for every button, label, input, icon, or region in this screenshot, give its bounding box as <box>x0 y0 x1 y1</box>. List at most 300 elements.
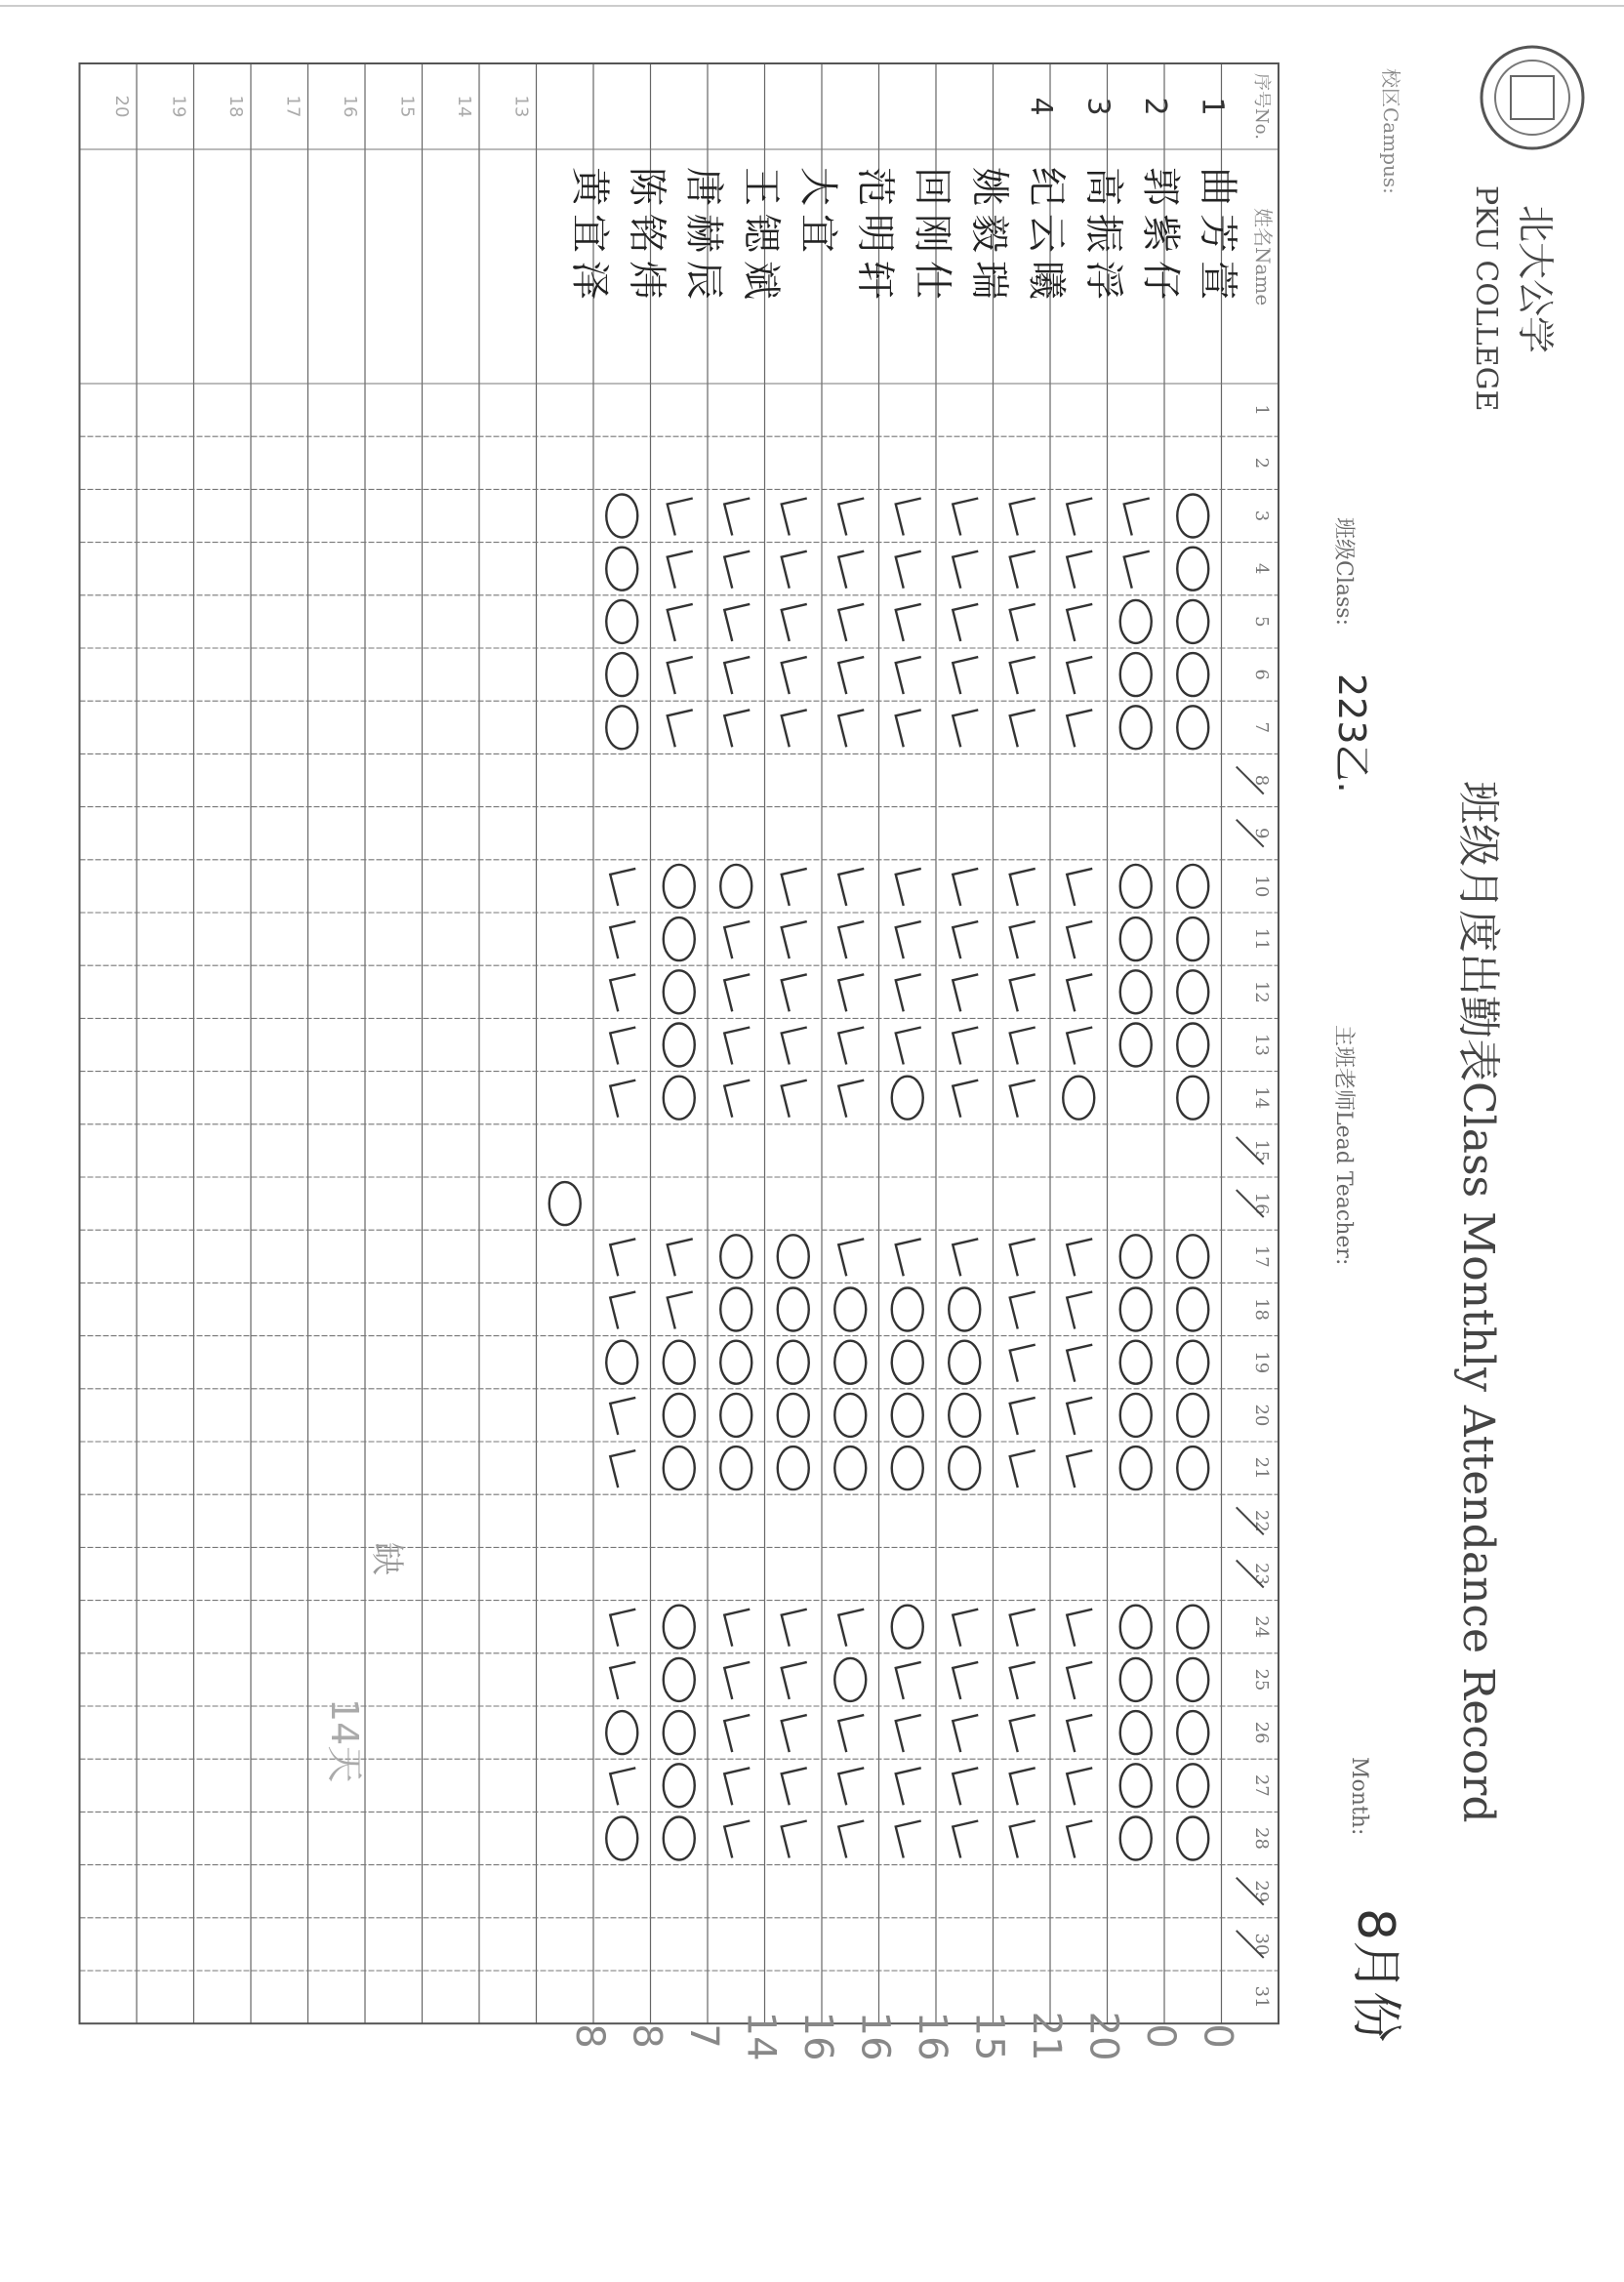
absent-mark <box>606 706 637 749</box>
absent-mark <box>892 1394 923 1437</box>
present-mark <box>953 1768 978 1805</box>
campus-label: 校区Campus: <box>1379 68 1402 194</box>
absent-mark <box>1177 600 1208 643</box>
row-number: 4 <box>1023 97 1058 116</box>
present-mark <box>1010 1080 1035 1118</box>
absent-mark <box>720 1235 751 1278</box>
present-mark <box>953 1662 978 1699</box>
present-mark <box>953 1821 978 1858</box>
present-mark <box>896 1715 921 1752</box>
row-total: 20 <box>1080 2011 1126 2061</box>
blank-row-number: 13 <box>510 95 532 118</box>
absent-mark <box>1177 1077 1208 1120</box>
present-mark <box>610 1292 635 1329</box>
day-header: 30 <box>1250 1933 1272 1956</box>
present-mark <box>610 921 635 958</box>
present-mark <box>782 1768 807 1805</box>
no-header: 序号No. <box>1250 73 1272 140</box>
absent-mark <box>1120 1817 1152 1860</box>
absent-mark <box>664 1394 695 1437</box>
day-header: 11 <box>1250 927 1272 951</box>
seal-icon <box>1482 47 1583 148</box>
present-mark <box>724 604 750 641</box>
day-header: 3 <box>1250 509 1272 522</box>
present-mark <box>1067 710 1092 747</box>
day-header: 16 <box>1250 1192 1272 1215</box>
present-mark <box>782 1662 807 1699</box>
present-mark <box>838 1239 864 1276</box>
absent-mark <box>1177 1658 1208 1701</box>
logo <box>1482 47 1583 148</box>
present-mark <box>610 1080 635 1118</box>
present-mark <box>724 710 750 747</box>
present-mark <box>1067 657 1092 694</box>
absent-mark <box>1120 653 1152 696</box>
present-mark <box>1010 1345 1035 1382</box>
present-mark <box>953 869 978 906</box>
absent-mark <box>1177 1817 1208 1860</box>
absent-mark <box>778 1235 809 1278</box>
row-total: 8 <box>566 2023 612 2049</box>
present-mark <box>1010 1821 1035 1858</box>
absent-mark <box>1177 1341 1208 1384</box>
absent-mark <box>664 1024 695 1067</box>
blank-row-number: 17 <box>282 95 304 118</box>
present-mark <box>724 1715 750 1752</box>
absent-mark <box>834 1288 866 1331</box>
present-mark <box>953 604 978 641</box>
present-mark <box>724 1610 750 1647</box>
absent-mark <box>664 970 695 1013</box>
blank-row-number: 19 <box>168 95 189 118</box>
absent-mark <box>549 1182 581 1225</box>
present-mark <box>1010 1239 1035 1276</box>
present-mark <box>953 1080 978 1118</box>
present-mark <box>668 657 693 694</box>
absent-mark <box>1120 1288 1152 1331</box>
day-header: 4 <box>1250 562 1272 575</box>
present-mark <box>1124 551 1150 589</box>
present-mark <box>1067 1821 1092 1858</box>
seal-inner-ring <box>1495 61 1569 135</box>
absent-mark <box>1120 1764 1152 1807</box>
present-mark <box>896 1028 921 1065</box>
present-mark <box>668 1292 693 1329</box>
absent-mark <box>1177 1711 1208 1754</box>
present-mark <box>1067 1028 1092 1065</box>
absent-mark <box>949 1288 980 1331</box>
present-mark <box>1010 1292 1035 1329</box>
absent-mark <box>892 1077 923 1120</box>
day-header: 1 <box>1250 404 1272 416</box>
attendance-totals <box>567 2012 1240 2061</box>
student-name: 纪云曦 <box>1023 167 1069 307</box>
absent-mark <box>1120 1235 1152 1278</box>
row-number: 2 <box>1137 97 1172 116</box>
present-mark <box>1010 1028 1035 1065</box>
present-mark <box>782 1715 807 1752</box>
present-mark <box>1010 1610 1035 1647</box>
present-mark <box>1010 1715 1035 1752</box>
present-mark <box>724 974 750 1011</box>
student-name: 郭紫仔 <box>1137 167 1183 307</box>
attendance-grid <box>80 63 1279 2023</box>
absent-mark <box>834 1658 866 1701</box>
absent-mark <box>1177 1288 1208 1331</box>
present-mark <box>668 710 693 747</box>
class-label: 班级Class: <box>1331 517 1356 626</box>
absent-mark <box>1120 1447 1152 1489</box>
present-mark <box>668 604 693 641</box>
absent-mark <box>664 1077 695 1120</box>
present-mark <box>953 1610 978 1647</box>
absent-mark <box>664 1817 695 1860</box>
absent-mark <box>1120 865 1152 908</box>
absent-mark <box>892 1341 923 1384</box>
present-mark <box>896 1821 921 1858</box>
present-mark <box>838 657 864 694</box>
absent-mark <box>834 1394 866 1437</box>
absent-mark <box>720 1288 751 1331</box>
row-total: 16 <box>909 2011 954 2061</box>
student-name: 姚毅瑞 <box>966 167 1012 307</box>
present-mark <box>896 499 921 536</box>
absent-mark <box>664 917 695 960</box>
day-header: 8 <box>1250 774 1272 787</box>
present-mark <box>724 1821 750 1858</box>
row-total: 0 <box>1137 2023 1183 2049</box>
student-name: 曲芳萱 <box>1195 167 1240 307</box>
class-value: 223乙. <box>1330 673 1373 794</box>
present-mark <box>1067 921 1092 958</box>
present-mark <box>896 869 921 906</box>
present-mark <box>1124 499 1150 536</box>
present-mark <box>668 1239 693 1276</box>
present-mark <box>610 869 635 906</box>
absent-mark <box>1120 1606 1152 1649</box>
present-mark <box>838 1028 864 1065</box>
day-header: 15 <box>1250 1139 1272 1162</box>
blank-row-number: 18 <box>224 95 246 118</box>
present-mark <box>610 1610 635 1647</box>
present-mark <box>1010 551 1035 589</box>
day-header: 27 <box>1250 1773 1272 1797</box>
present-mark <box>668 551 693 589</box>
present-mark <box>610 1398 635 1435</box>
absent-mark <box>1177 1024 1208 1067</box>
row-total: 15 <box>966 2011 1012 2061</box>
absent-mark <box>1177 917 1208 960</box>
present-mark <box>724 1662 750 1699</box>
blank-row-number: 15 <box>396 95 418 118</box>
logo-name-en: PKU COLLEGE <box>1469 185 1503 412</box>
present-mark <box>1010 499 1035 536</box>
side-note: 14天 <box>323 1698 366 1783</box>
day-header: 28 <box>1250 1827 1272 1850</box>
present-mark <box>896 657 921 694</box>
present-mark <box>838 1821 864 1858</box>
absent-mark <box>664 1764 695 1807</box>
absent-mark <box>720 1394 751 1437</box>
present-mark <box>953 1028 978 1065</box>
present-mark <box>1067 1768 1092 1805</box>
present-mark <box>610 1768 635 1805</box>
absent-mark <box>834 1341 866 1384</box>
student-name: 唐赫辰 <box>680 167 726 307</box>
absent-mark <box>1120 706 1152 749</box>
absent-mark <box>606 548 637 591</box>
present-mark <box>896 604 921 641</box>
blank-row-number: 14 <box>453 95 474 118</box>
absent-mark <box>1177 495 1208 538</box>
absent-mark <box>778 1394 809 1437</box>
row-total: 8 <box>624 2023 670 2049</box>
day-header: 12 <box>1250 980 1272 1003</box>
day-header: 7 <box>1250 721 1272 734</box>
present-mark <box>1067 1662 1092 1699</box>
absent-mark <box>1120 917 1152 960</box>
present-mark <box>838 1080 864 1118</box>
present-mark <box>838 921 864 958</box>
day-header: 21 <box>1250 1456 1272 1480</box>
row-total: 21 <box>1023 2011 1069 2061</box>
day-header: 22 <box>1250 1509 1272 1532</box>
day-header: 18 <box>1250 1298 1272 1321</box>
absent-mark <box>606 653 637 696</box>
grid-headers <box>1237 73 1275 2009</box>
absent-mark <box>606 495 637 538</box>
present-mark <box>782 921 807 958</box>
present-mark <box>724 1768 750 1805</box>
present-mark <box>782 499 807 536</box>
absent-mark <box>1120 1024 1152 1067</box>
day-header: 10 <box>1250 875 1272 898</box>
present-mark <box>1010 1662 1035 1699</box>
present-mark <box>1067 1610 1092 1647</box>
absent-mark <box>778 1288 809 1331</box>
absent-mark <box>1120 1394 1152 1437</box>
absent-mark <box>606 1341 637 1384</box>
absent-mark <box>1177 1235 1208 1278</box>
present-mark <box>896 921 921 958</box>
absent-mark <box>949 1394 980 1437</box>
day-header: 19 <box>1250 1351 1272 1374</box>
present-mark <box>838 499 864 536</box>
present-mark <box>782 604 807 641</box>
month-value: 8月份 <box>1346 1908 1404 2043</box>
seal-emblem <box>1511 76 1554 119</box>
day-header: 29 <box>1250 1880 1272 1903</box>
absent-mark <box>1177 548 1208 591</box>
present-mark <box>896 1768 921 1805</box>
present-mark <box>953 657 978 694</box>
day-header: 31 <box>1250 1985 1272 2009</box>
present-mark <box>782 657 807 694</box>
present-mark <box>953 974 978 1011</box>
present-mark <box>1067 1345 1092 1382</box>
present-mark <box>724 551 750 589</box>
present-mark <box>1067 499 1092 536</box>
absent-mark <box>664 1447 695 1489</box>
absent-mark <box>949 1341 980 1384</box>
absent-mark <box>720 865 751 908</box>
present-mark <box>1067 869 1092 906</box>
day-header: 14 <box>1250 1086 1272 1110</box>
present-mark <box>953 921 978 958</box>
present-mark <box>953 1715 978 1752</box>
student-name: 大宜 <box>794 167 840 261</box>
absent-mark <box>720 1341 751 1384</box>
present-mark <box>896 1239 921 1276</box>
present-mark <box>896 551 921 589</box>
present-mark <box>1067 1292 1092 1329</box>
absent-mark <box>720 1447 751 1489</box>
present-mark <box>610 1450 635 1487</box>
absent-mark <box>606 1711 637 1754</box>
row-number: 1 <box>1195 97 1230 116</box>
present-mark <box>610 974 635 1011</box>
day-header: 25 <box>1250 1668 1272 1691</box>
student-name: 陈铭炜 <box>624 167 670 307</box>
present-mark <box>1067 974 1092 1011</box>
present-mark <box>782 551 807 589</box>
present-mark <box>1010 1768 1035 1805</box>
present-mark <box>610 1239 635 1276</box>
present-mark <box>782 869 807 906</box>
present-mark <box>1010 604 1035 641</box>
present-mark <box>724 921 750 958</box>
absent-mark <box>949 1447 980 1489</box>
present-mark <box>1010 710 1035 747</box>
present-mark <box>782 710 807 747</box>
absent-mark <box>1177 706 1208 749</box>
present-mark <box>953 710 978 747</box>
present-mark <box>668 499 693 536</box>
student-name: 范明轩 <box>852 167 898 307</box>
grid-border <box>80 63 1279 2023</box>
absent-mark <box>892 1606 923 1649</box>
absent-note: 缺 <box>367 1542 406 1575</box>
present-mark <box>782 1610 807 1647</box>
present-mark <box>1010 1398 1035 1435</box>
absent-mark <box>1063 1077 1094 1120</box>
absent-mark <box>1120 970 1152 1013</box>
row-total: 16 <box>852 2011 898 2061</box>
present-mark <box>838 1715 864 1752</box>
absent-mark <box>664 1658 695 1701</box>
absent-mark <box>834 1447 866 1489</box>
present-mark <box>896 974 921 1011</box>
present-mark <box>1067 551 1092 589</box>
row-total: 7 <box>680 2023 726 2049</box>
row-numbers <box>111 96 1230 118</box>
logo-name-cn: 北大公学 <box>1514 205 1557 354</box>
present-mark <box>1067 1450 1092 1487</box>
day-header: 23 <box>1250 1563 1272 1585</box>
row-total: 16 <box>794 2011 840 2061</box>
absent-mark <box>664 1341 695 1384</box>
absent-mark <box>1177 1764 1208 1807</box>
present-mark <box>838 1610 864 1647</box>
student-name: 高振浮 <box>1080 167 1126 307</box>
present-mark <box>782 1080 807 1118</box>
present-mark <box>724 1028 750 1065</box>
present-mark <box>953 551 978 589</box>
present-mark <box>782 1028 807 1065</box>
present-mark <box>610 1662 635 1699</box>
present-mark <box>1010 1450 1035 1487</box>
present-mark <box>838 551 864 589</box>
row-total: 0 <box>1195 2023 1240 2049</box>
day-header: 17 <box>1250 1244 1272 1268</box>
present-mark <box>1067 1398 1092 1435</box>
present-mark <box>838 710 864 747</box>
present-mark <box>838 974 864 1011</box>
day-header: 13 <box>1250 1034 1272 1056</box>
lead-teacher-label: 主班老师Lead Teacher: <box>1331 1025 1356 1266</box>
absent-mark <box>1120 1711 1152 1754</box>
present-mark <box>838 1768 864 1805</box>
present-mark <box>724 499 750 536</box>
present-mark <box>896 710 921 747</box>
present-mark <box>838 869 864 906</box>
day-header: 20 <box>1250 1404 1272 1427</box>
absent-mark <box>1120 1341 1152 1384</box>
present-mark <box>838 604 864 641</box>
present-mark <box>896 1662 921 1699</box>
absent-mark <box>1177 653 1208 696</box>
student-name: 王锶斌 <box>738 167 784 307</box>
absent-mark <box>664 1606 695 1649</box>
day-header: 2 <box>1250 457 1272 469</box>
present-mark <box>1067 604 1092 641</box>
present-mark <box>1010 921 1035 958</box>
absent-mark <box>1120 600 1152 643</box>
absent-mark <box>664 1711 695 1754</box>
absent-mark <box>892 1288 923 1331</box>
present-mark <box>953 499 978 536</box>
absent-mark <box>1177 970 1208 1013</box>
day-header: 5 <box>1250 616 1272 628</box>
student-names <box>567 167 1240 307</box>
present-mark <box>1067 1239 1092 1276</box>
student-name: 回刚仕 <box>909 167 954 307</box>
absent-mark <box>1177 1394 1208 1437</box>
absent-mark <box>778 1341 809 1384</box>
day-header: 24 <box>1250 1615 1272 1639</box>
day-header: 9 <box>1250 827 1272 839</box>
blank-row-number: 20 <box>110 95 132 118</box>
blank-row-number: 16 <box>339 95 360 118</box>
day-header: 26 <box>1250 1721 1272 1744</box>
absent-mark <box>778 1447 809 1489</box>
present-mark <box>782 1821 807 1858</box>
row-number: 3 <box>1080 97 1116 116</box>
present-mark <box>1010 657 1035 694</box>
month-label: Month: <box>1347 1757 1371 1836</box>
day-header: 6 <box>1250 669 1272 680</box>
absent-mark <box>1177 1606 1208 1649</box>
present-mark <box>782 974 807 1011</box>
present-mark <box>953 1239 978 1276</box>
absent-mark <box>606 1817 637 1860</box>
page-title: 班级月度出勤表Class Monthly Attendance Record <box>1453 781 1503 1823</box>
absent-mark <box>892 1447 923 1489</box>
present-mark <box>1010 869 1035 906</box>
student-name: 黄宜泽 <box>566 167 612 307</box>
absent-mark <box>1120 1658 1152 1701</box>
name-header: 姓名Name <box>1250 208 1275 306</box>
